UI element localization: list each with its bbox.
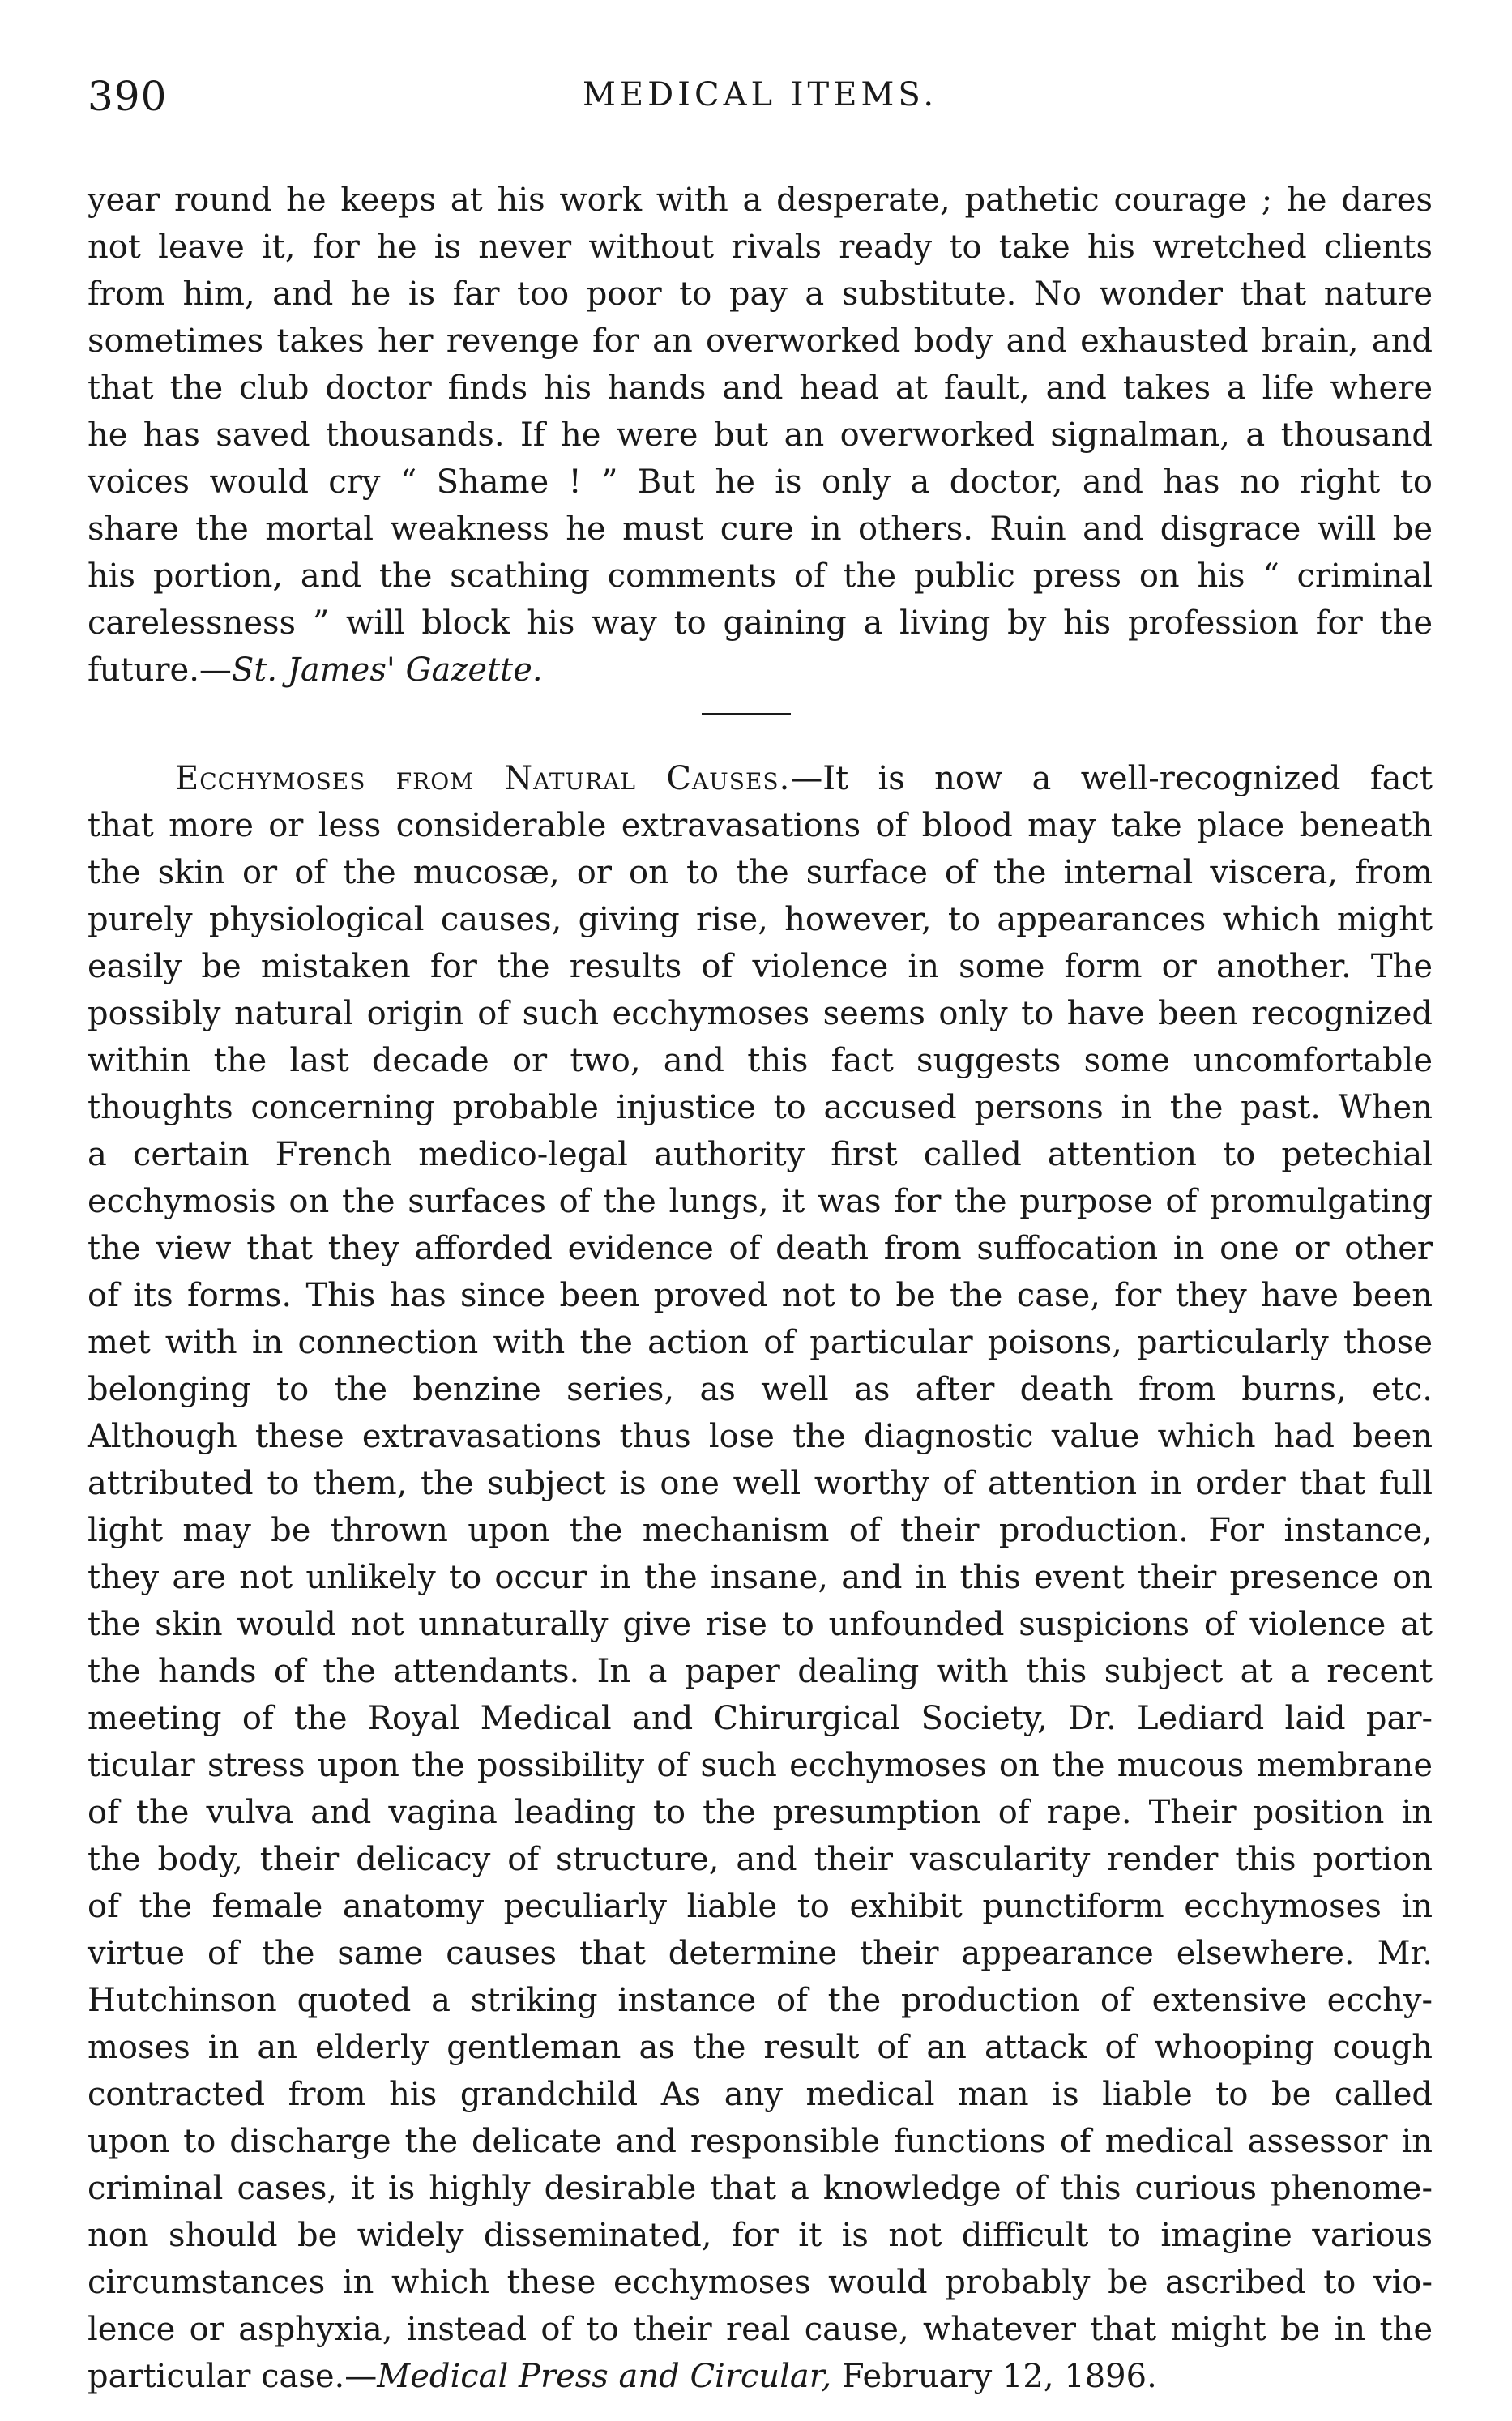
text-line: carelessness ” will block his way to gaining a living by his profession for the [88, 604, 1433, 642]
text-line: from him, and he is far too poor to pay a substitute. No wonder that nature [88, 275, 1433, 313]
text-line: that the club doctor finds his hands and head at fault, and takes a life where [88, 369, 1433, 407]
text-line-last [88, 2353, 1433, 2400]
text-line: share the mortal weakness he must cure in others. Ruin and disgrace will be [88, 510, 1433, 548]
text-line: circumstances in which these ecchymoses would probably be ascribed to vio- [88, 2264, 1433, 2301]
last-line-text: future.— [88, 651, 232, 689]
text-line: ecchymosis on the surfaces of the lungs, it was for the purpose of promulgating [88, 1183, 1433, 1220]
text-line: possibly natural origin of such ecchymoses seems only to have been recognized [88, 995, 1433, 1032]
page-number: 390 [88, 73, 168, 120]
text-line: Hutchinson quoted a striking instance of the production of extensive ecchy- [88, 1982, 1433, 2019]
article-source: St. James' Gazette. [231, 651, 543, 689]
text-line: moses in an elderly gentleman as the result of an attack of whooping cough [88, 2029, 1433, 2066]
text-line: purely physiological causes, giving rise, however, to appearances which might [88, 901, 1433, 938]
text-line: contracted from his grandchild As any medical man is liable to be called [88, 2076, 1433, 2113]
text-line: not leave it, for he is never without rivals ready to take his wretched clients [88, 228, 1433, 266]
text-line: the hands of the attendants. In a paper dealing with this subject at a recent [88, 1653, 1433, 1690]
text-line: the skin or of the mucosæ, or on to the surface of the internal viscera, from [88, 854, 1433, 891]
article-heading: Ecchymoses from Natural Causes. [175, 760, 791, 797]
text-line: met with in connection with the action of particular poisons, particularly those [88, 1324, 1433, 1361]
text-line: meeting of the Royal Medical and Chirurgical Society, Dr. Lediard laid par- [88, 1700, 1433, 1737]
article-heading-line [88, 755, 1433, 802]
article-separator-rule [702, 713, 791, 715]
text-line: easily be mistaken for the results of violence in some form or another. The [88, 948, 1433, 985]
text-line: he has saved thousands. If he were but an overworked signalman, a thousand [88, 416, 1433, 454]
text-line: his portion, and the scathing comments of the public press on his “ criminal [88, 557, 1433, 595]
text-line-last [88, 647, 1433, 694]
text-line: within the last decade or two, and this fact suggests some uncomfortable [88, 1042, 1433, 1079]
running-head [88, 73, 1433, 130]
text-line: that more or less considerable extravasations of blood may take place beneath [88, 807, 1433, 844]
text-line: a certain French medico-legal authority first called attention to petechial [88, 1136, 1433, 1173]
text-line: attributed to them, the subject is one well worthy of attention in order that full [88, 1465, 1433, 1502]
text-line: criminal cases, it is highly desirable that a knowledge of this curious phenome- [88, 2170, 1433, 2207]
text-line: light may be thrown upon the mechanism of their production. For instance, [88, 1512, 1433, 1549]
text-line: lence or asphyxia, instead of to their real cause, whatever that might be in the [88, 2311, 1433, 2348]
text-line: the body, their delicacy of structure, and their vascularity render this portion [88, 1841, 1433, 1878]
article-st-james-gazette [88, 177, 1433, 694]
text-line: the skin would not unnaturally give rise to unfounded suspicions of violence at [88, 1606, 1433, 1643]
text-line: thoughts concerning probable injustice to accused persons in the past. When [88, 1089, 1433, 1126]
text-line: of the vulva and vagina leading to the presumption of rape. Their position in [88, 1794, 1433, 1831]
text-line: non should be widely disseminated, for it is not difficult to imagine various [88, 2217, 1433, 2254]
text-line: belonging to the benzine series, as well as after death from burns, etc. [88, 1371, 1433, 1408]
text-line: the view that they afforded evidence of death from suffocation in one or other [88, 1230, 1433, 1267]
text-line: of its forms. This has since been proved not to be the case, for they have been [88, 1277, 1433, 1314]
article-ecchymoses [88, 755, 1433, 2400]
article-source: Medical Press and Circular, [377, 2358, 832, 2395]
text-line: voices would cry “ Shame ! ” But he is only a doctor, and has no right to [88, 463, 1433, 501]
text-line: they are not unlikely to occur in the insane, and in this event their presence on [88, 1559, 1433, 1596]
text-line: Although these extravasations thus lose the diagnostic value which had been [88, 1418, 1433, 1455]
text-line: year round he keeps at his work with a desperate, pathetic courage ; he dares [88, 181, 1433, 219]
last-line-text: particular case.— [88, 2358, 378, 2395]
text-line: ticular stress upon the possibility of such ecchymoses on the mucous membrane [88, 1747, 1433, 1784]
text-line: sometimes takes her revenge for an overworked body and exhausted brain, and [88, 322, 1433, 360]
heading-line-rest: —It is now a well-recognized fact [790, 760, 1433, 797]
article-source-date: February 12, 1896. [831, 2358, 1157, 2395]
text-line: upon to discharge the delicate and responsible functions of medical assessor in [88, 2123, 1433, 2160]
running-title: MEDICAL ITEMS. [582, 76, 938, 113]
text-line: virtue of the same causes that determine their appearance elsewhere. Mr. [88, 1935, 1433, 1972]
text-line: of the female anatomy peculiarly liable to exhibit punctiform ecchymoses in [88, 1888, 1433, 1925]
